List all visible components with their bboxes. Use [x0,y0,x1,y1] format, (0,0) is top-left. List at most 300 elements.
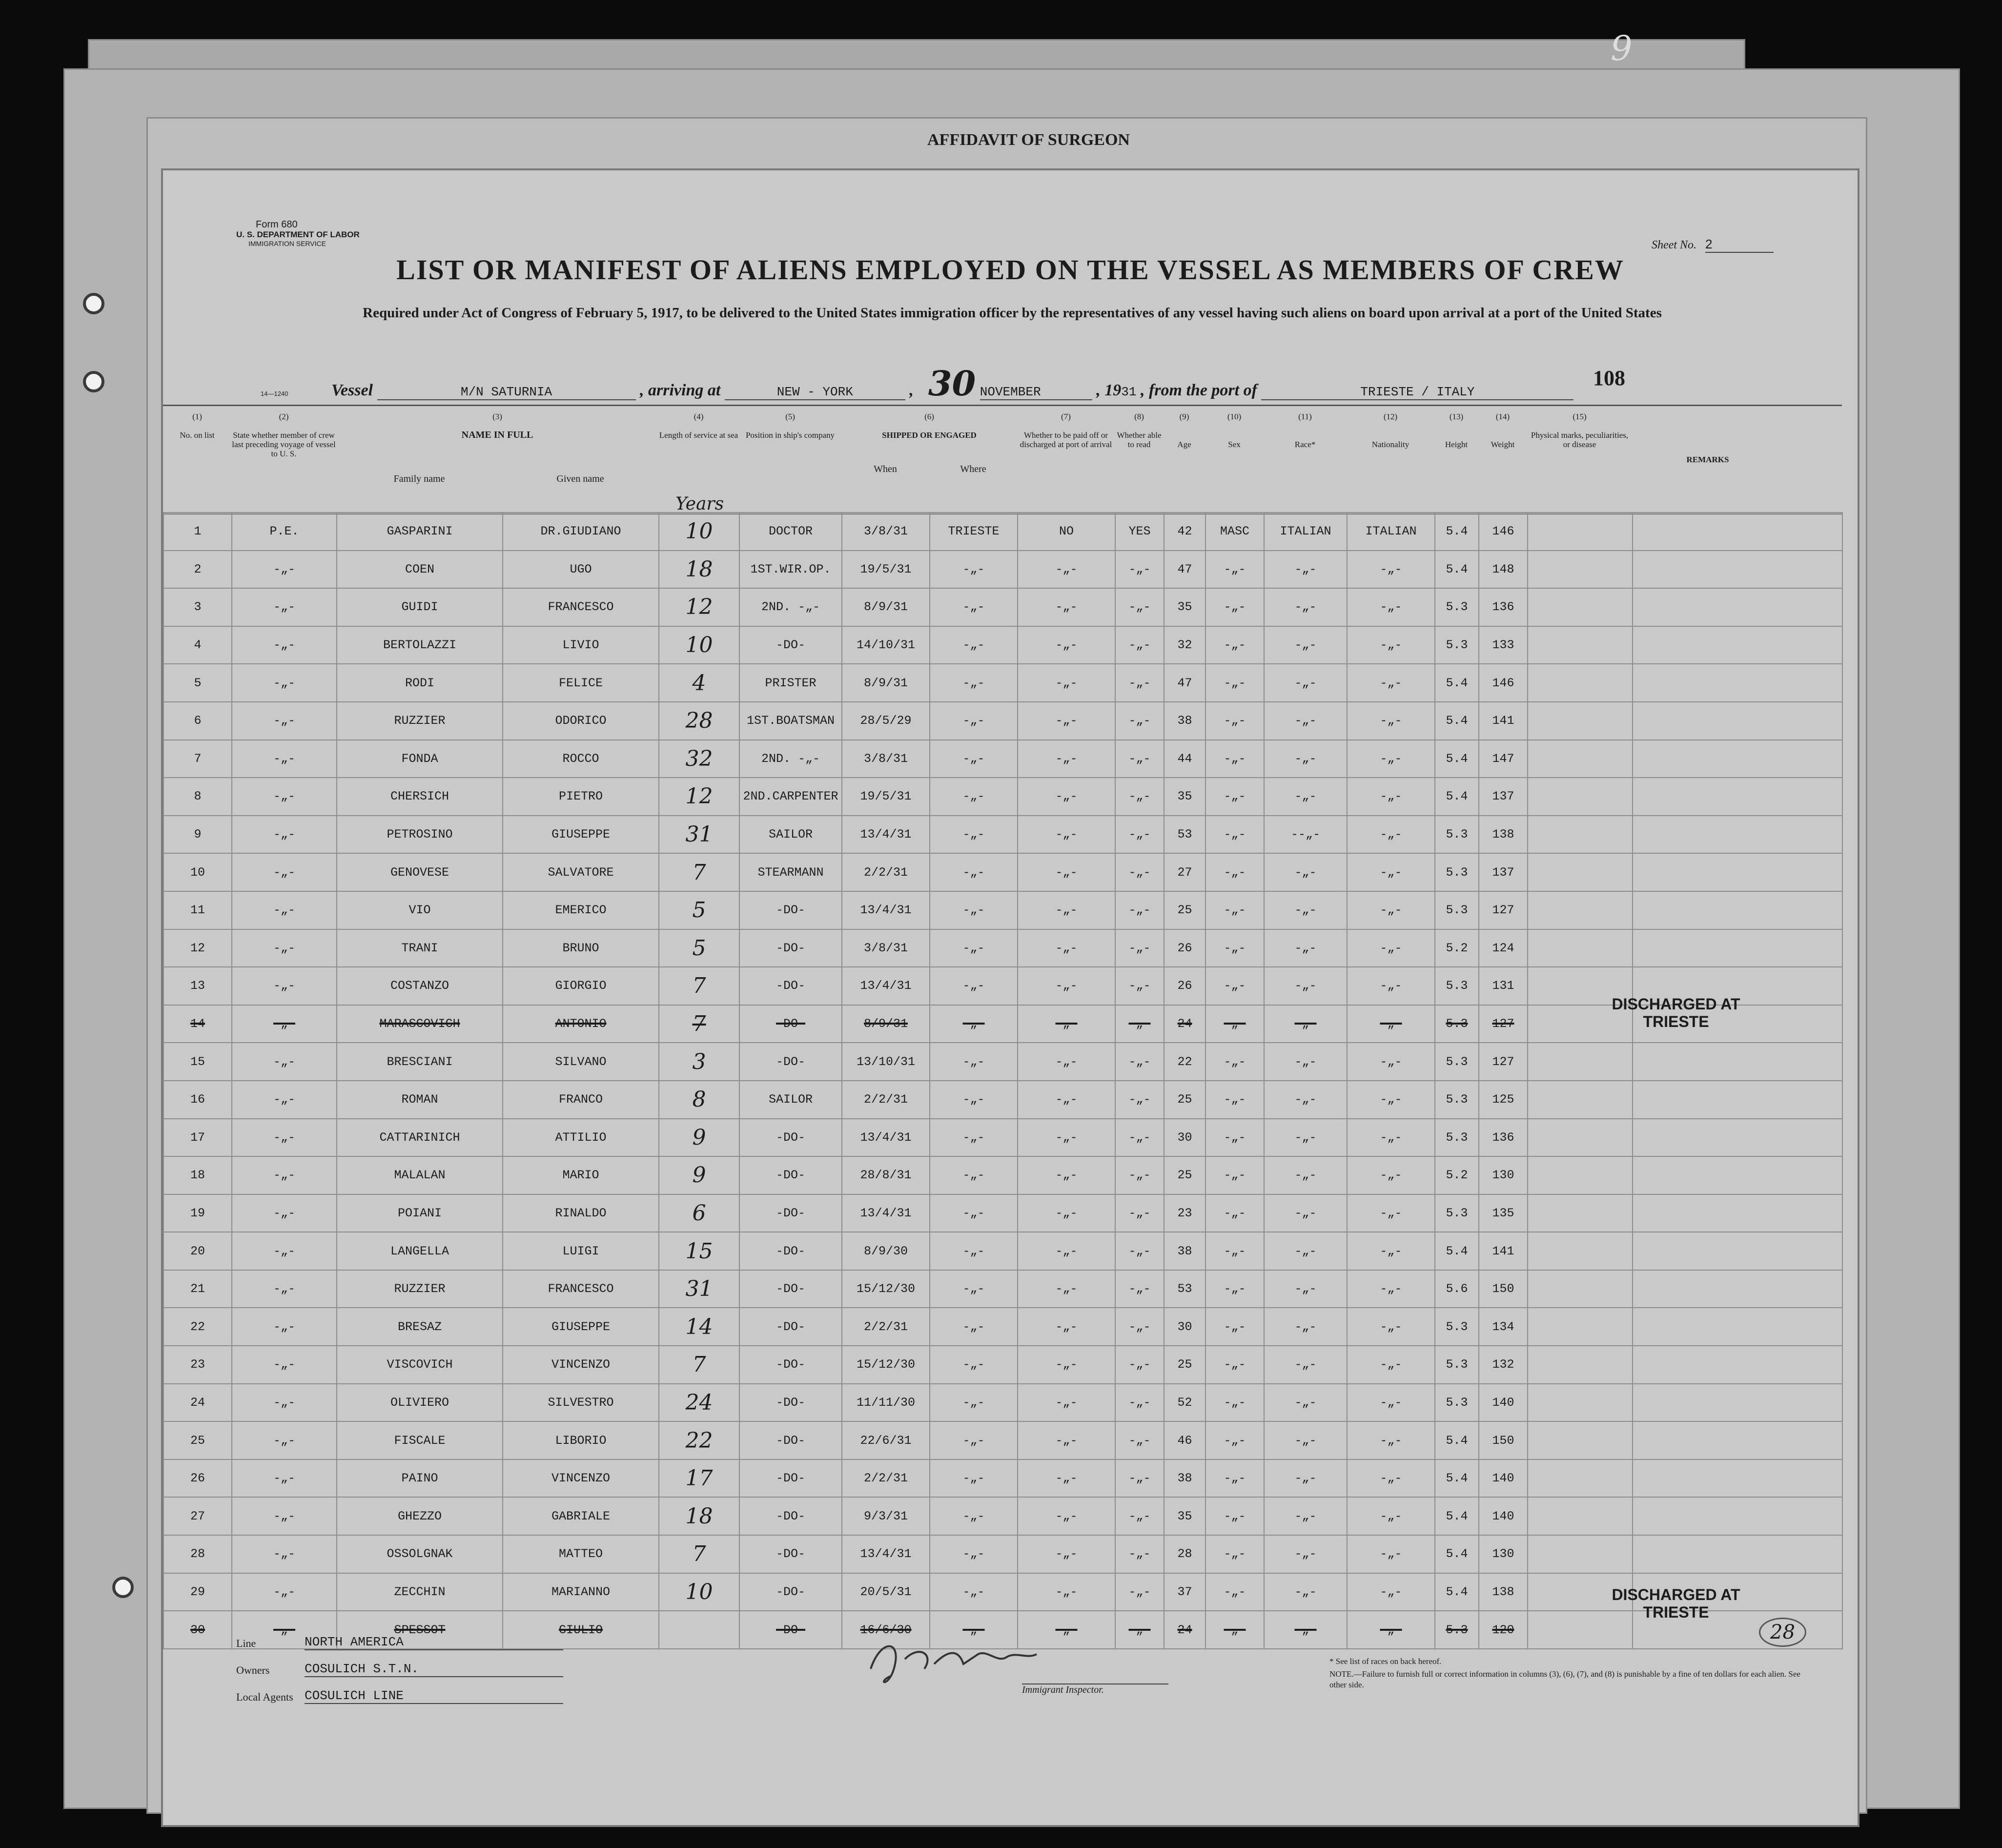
paid-off: -„- [1018,853,1115,891]
able-to-read: -„- [1115,1156,1164,1194]
shipped-when: 28/8/31 [842,1156,930,1194]
department: U. S. DEPARTMENT OF LABOR [236,230,360,239]
able-to-read: -„- [1115,929,1164,967]
row-number: 1 [163,513,232,551]
age: 26 [1164,967,1205,1005]
remarks [1633,551,1842,589]
age: 47 [1164,551,1205,589]
service-length: 9 [659,1156,739,1194]
height: 5.4 [1435,778,1479,816]
shipped-when: 9/3/31 [842,1497,930,1535]
weight: 150 [1479,1421,1528,1459]
shipped-when: 13/4/31 [842,967,930,1005]
weight: 127 [1479,1005,1528,1043]
able-to-read: -„- [1115,1194,1164,1232]
nationality: -„- [1347,929,1435,967]
row-number: 3 [163,588,232,626]
weight: 130 [1479,1156,1528,1194]
able-to-read: -„- [1115,551,1164,589]
weight: 125 [1479,1081,1528,1119]
sex: -„- [1205,853,1264,891]
nationality: -„- [1347,1270,1435,1308]
paid-off: NO [1018,513,1115,551]
physical-marks [1528,1043,1633,1081]
age: 42 [1164,513,1205,551]
crew-state: -„- [232,1535,337,1573]
crew-state: -„- [232,1270,337,1308]
race: -„- [1264,1459,1347,1498]
row-number: 8 [163,778,232,816]
service-length: 7 [659,1005,739,1043]
col-7-header: (7) Whether to be paid off or discharged at port of arrival [1020,412,1112,449]
height: 5.6 [1435,1270,1479,1308]
remarks [1633,513,1842,551]
position: -DO- [739,891,842,929]
remarks [1633,1194,1842,1232]
crew-row [163,891,1842,929]
service-length: 10 [659,1573,739,1611]
paid-off: -„- [1018,626,1115,664]
able-to-read: -„- [1115,1421,1164,1459]
row-number: 26 [163,1459,232,1498]
shipped-where: -„- [930,626,1018,664]
race: -„- [1264,1270,1347,1308]
family-name: OLIVIERO [337,1384,503,1422]
shipped-when: 20/5/31 [842,1573,930,1611]
shipped-when: 2/2/31 [842,1081,930,1119]
age: 25 [1164,1156,1205,1194]
able-to-read: -„- [1115,1308,1164,1346]
nationality: -„- [1347,1308,1435,1346]
nationality: -„- [1347,816,1435,854]
row-number: 21 [163,1270,232,1308]
nationality: -„- [1347,1119,1435,1157]
nationality: -„- [1347,1194,1435,1232]
service-length: 14 [659,1308,739,1346]
age: 38 [1164,702,1205,740]
shipped-where: -„- [930,1232,1018,1270]
shipped-when: 13/4/31 [842,1194,930,1232]
crew-row [163,1346,1842,1384]
shipped-when: 2/2/31 [842,1308,930,1346]
service-length: 15 [659,1232,739,1270]
height: 5.3 [1435,626,1479,664]
paid-off: -„- [1018,1156,1115,1194]
service-length: 6 [659,1194,739,1232]
row-number: 13 [163,967,232,1005]
nationality: -„- [1347,1421,1435,1459]
form-number: Form 680 [256,219,298,230]
paid-off: -„- [1018,929,1115,967]
given-name: FELICE [503,664,659,702]
col-10-header: (10) Sex [1227,412,1242,449]
race: ITALIAN [1264,513,1347,551]
crew-row [163,1232,1842,1270]
position: -DO- [739,1497,842,1535]
back-page-heading: AFFIDAVIT OF SURGEON [927,131,1130,149]
family-name: CATTARINICH [337,1119,503,1157]
height: 5.4 [1435,513,1479,551]
nationality: -„- [1347,1346,1435,1384]
position: -DO- [739,1421,842,1459]
row-number: 18 [163,1156,232,1194]
shipped-where: -„- [930,1194,1018,1232]
weight: 140 [1479,1497,1528,1535]
crew-state: -„- [232,891,337,929]
row-number: 19 [163,1194,232,1232]
shipped-where: -„- [930,1119,1018,1157]
paid-off: -„- [1018,967,1115,1005]
position: 1ST.BOATSMAN [739,702,842,740]
race: -„- [1264,1497,1347,1535]
shipped-where: -„- [930,1459,1018,1498]
shipped-when: 3/8/31 [842,929,930,967]
sex: -„- [1205,1346,1264,1384]
race: -„- [1264,891,1347,929]
service-length: 7 [659,1346,739,1384]
nationality: -„- [1347,1573,1435,1611]
shipped-when: 15/12/30 [842,1270,930,1308]
given-name: MATTEO [503,1535,659,1573]
able-to-read: -„- [1115,626,1164,664]
paid-off: -„- [1018,1573,1115,1611]
physical-marks [1528,1459,1633,1498]
height: 5.3 [1435,967,1479,1005]
family-name: COEN [337,551,503,589]
able-to-read: -„- [1115,891,1164,929]
nationality: -„- [1347,740,1435,778]
family-name: GASPARINI [337,513,503,551]
remarks [1633,1156,1842,1194]
service-length [659,1611,739,1649]
shipped-when: 8/9/31 [842,1005,930,1043]
physical-marks [1528,1497,1633,1535]
line-value: NORTH AMERICA [305,1635,563,1650]
race: -„- [1264,1194,1347,1232]
shipped-where: -„- [930,816,1018,854]
page-number: 108 [1593,366,1625,390]
physical-marks [1528,1156,1633,1194]
crew-table [163,512,1843,1649]
weight: 135 [1479,1194,1528,1232]
given-name: LIBORIO [503,1421,659,1459]
race: -„- [1264,740,1347,778]
service-length: 10 [659,626,739,664]
remarks [1633,702,1842,740]
crew-state: -„- [232,1194,337,1232]
shipped-when: 8/9/31 [842,588,930,626]
sex: -„- [1205,1043,1264,1081]
able-to-read: -„- [1115,1384,1164,1422]
sex: -„- [1205,1459,1264,1498]
weight: 148 [1479,551,1528,589]
service-length: 5 [659,891,739,929]
given-name: MARIO [503,1156,659,1194]
given-name: PIETRO [503,778,659,816]
age: 25 [1164,1081,1205,1119]
age: 32 [1164,626,1205,664]
sex: -„- [1205,1270,1264,1308]
crew-row [163,816,1842,854]
given-name: ODORICO [503,702,659,740]
crew-state: -„- [232,1005,337,1043]
when-header: When [874,464,897,474]
crew-row [163,740,1842,778]
row-number: 9 [163,816,232,854]
nationality: -„- [1347,1156,1435,1194]
service-length: 32 [659,740,739,778]
nationality: -„- [1347,1459,1435,1498]
shipped-where: -„- [930,1497,1018,1535]
row-number: 11 [163,891,232,929]
family-name: FISCALE [337,1421,503,1459]
nationality: -„- [1347,1611,1435,1649]
given-name: UGO [503,551,659,589]
remarks [1633,929,1842,967]
circled-mark: 28 [1759,1618,1806,1647]
weight: 140 [1479,1459,1528,1498]
physical-marks [1528,513,1633,551]
age: 30 [1164,1119,1205,1157]
remarks [1633,891,1842,929]
given-name: VINCENZO [503,1346,659,1384]
nationality: -„- [1347,853,1435,891]
race: -„- [1264,1573,1347,1611]
given-name: GIUSEPPE [503,1308,659,1346]
remarks [1633,1497,1842,1535]
col-11-header: (11) Race* [1294,412,1316,449]
paid-off: -„- [1018,1308,1115,1346]
row-number: 16 [163,1081,232,1119]
arrival-year: 31 [1121,385,1137,399]
race: -„- [1264,626,1347,664]
race: -„- [1264,1043,1347,1081]
row-number: 6 [163,702,232,740]
inspector-signature [861,1630,1066,1688]
line-label: Line [236,1637,256,1649]
given-name: LIVIO [503,626,659,664]
crew-row [163,853,1842,891]
shipped-where: -„- [930,1384,1018,1422]
position: DOCTOR [739,513,842,551]
age: 28 [1164,1535,1205,1573]
position: -DO- [739,1573,842,1611]
race: -„- [1264,1119,1347,1157]
arriving-label: , arriving at [640,381,721,399]
service-length: 3 [659,1043,739,1081]
sex: -„- [1205,588,1264,626]
paid-off: -„- [1018,664,1115,702]
physical-marks [1528,1270,1633,1308]
height: 5.3 [1435,1308,1479,1346]
weight: 140 [1479,1384,1528,1422]
sheet-label: Sheet No. [1652,239,1696,251]
crew-row [163,588,1842,626]
crew-state: -„- [232,1497,337,1535]
race: -„- [1264,1611,1347,1649]
nationality: -„- [1347,702,1435,740]
shipped-when: 11/11/30 [842,1384,930,1422]
where-header: Where [960,464,986,474]
family-name: COSTANZO [337,967,503,1005]
crew-row [163,1308,1842,1346]
given-name: FRANCESCO [503,588,659,626]
position: 2ND. -„- [739,740,842,778]
able-to-read: -„- [1115,1232,1164,1270]
sex: -„- [1205,1005,1264,1043]
given-name: MARIANNO [503,1573,659,1611]
family-name: SPESSOT [337,1611,503,1649]
nationality: -„- [1347,626,1435,664]
nationality: -„- [1347,664,1435,702]
weight: 131 [1479,967,1528,1005]
shipped-when: 14/10/31 [842,626,930,664]
given-name: SALVATORE [503,853,659,891]
crew-state: -„- [232,816,337,854]
age: 53 [1164,1270,1205,1308]
paid-off: -„- [1018,778,1115,816]
paid-off: -„- [1018,740,1115,778]
sex: -„- [1205,626,1264,664]
nationality: -„- [1347,967,1435,1005]
sex: -„- [1205,891,1264,929]
position: 1ST.WIR.OP. [739,551,842,589]
service-length: 22 [659,1421,739,1459]
able-to-read: -„- [1115,1270,1164,1308]
given-name: EMERICO [503,891,659,929]
paid-off: -„- [1018,1611,1115,1649]
weight: 132 [1479,1346,1528,1384]
age: 26 [1164,929,1205,967]
family-name: RUZZIER [337,1270,503,1308]
height: 5.4 [1435,1232,1479,1270]
race-note: * See list of races on back hereof. [1329,1657,1442,1666]
paid-off: -„- [1018,1119,1115,1157]
age: 53 [1164,816,1205,854]
shipped-where: -„- [930,1270,1018,1308]
row-number: 23 [163,1346,232,1384]
able-to-read: -„- [1115,778,1164,816]
paid-off: -„- [1018,1194,1115,1232]
corner-mark: 9 [1611,28,1633,68]
sex: -„- [1205,702,1264,740]
shipped-where: -„- [930,702,1018,740]
crew-state: -„- [232,664,337,702]
shipped-where: -„- [930,1346,1018,1384]
given-name: SILVESTRO [503,1384,659,1422]
shipped-where: -„- [930,1573,1018,1611]
family-name: CHERSICH [337,778,503,816]
age: 24 [1164,1005,1205,1043]
shipped-where: -„- [930,967,1018,1005]
nationality: -„- [1347,1384,1435,1422]
family-name: PETROSINO [337,816,503,854]
height: 5.4 [1435,1421,1479,1459]
height: 5.3 [1435,1119,1479,1157]
able-to-read: -„- [1115,1459,1164,1498]
shipped-when: 13/4/31 [842,816,930,854]
physical-marks [1528,929,1633,967]
race: -„- [1264,1156,1347,1194]
col-14-header: (14) Weight [1491,412,1515,449]
physical-marks [1528,551,1633,589]
crew-state: -„- [232,1156,337,1194]
crew-state: -„- [232,551,337,589]
height: 5.3 [1435,853,1479,891]
position: -DO- [739,1156,842,1194]
crew-row [163,778,1842,816]
service-length: 24 [659,1384,739,1422]
row-number: 10 [163,853,232,891]
vessel-line: Vessel M/N SATURNIA , arriving at NEW - YORK , 30 NOVEMBER , 1931 , from the port of TRIESTE / ITALY [331,363,1573,404]
crew-state: -„- [232,1308,337,1346]
height: 5.3 [1435,1081,1479,1119]
sex: MASC [1205,513,1264,551]
shipped-where: -„- [930,664,1018,702]
sex: -„- [1205,1497,1264,1535]
physical-marks [1528,626,1633,664]
row-number: 4 [163,626,232,664]
weight: 130 [1479,1535,1528,1573]
service-length: 4 [659,664,739,702]
paid-off: -„- [1018,551,1115,589]
age: 22 [1164,1043,1205,1081]
position: SAILOR [739,816,842,854]
given-name: FRANCESCO [503,1270,659,1308]
family-name: BRESCIANI [337,1043,503,1081]
crew-row [163,513,1842,551]
col-12-header: (12) Nationality [1371,412,1410,449]
weight: 127 [1479,891,1528,929]
crew-row [163,551,1842,589]
remarks [1633,1043,1842,1081]
family-name: LANGELLA [337,1232,503,1270]
shipped-where: -„- [930,1043,1018,1081]
crew-row [163,1270,1842,1308]
given-name: LUIGI [503,1232,659,1270]
crew-state: -„- [232,1232,337,1270]
years-note: Years [675,494,724,514]
sex: -„- [1205,816,1264,854]
able-to-read: -„- [1115,1081,1164,1119]
remarks [1633,778,1842,816]
service-length: 31 [659,1270,739,1308]
shipped-where: -„- [930,778,1018,816]
service-length: 7 [659,853,739,891]
race: -„- [1264,1384,1347,1422]
height: 5.3 [1435,588,1479,626]
able-to-read: -„- [1115,588,1164,626]
paid-off: -„- [1018,1081,1115,1119]
able-to-read: -„- [1115,1573,1164,1611]
physical-marks [1528,1308,1633,1346]
position: 2ND. -„- [739,588,842,626]
remarks [1633,1232,1842,1270]
position: 2ND.CARPENTER [739,778,842,816]
shipped-where: -„- [930,1611,1018,1649]
sex: -„- [1205,1573,1264,1611]
able-to-read: -„- [1115,1005,1164,1043]
able-to-read: -„- [1115,1119,1164,1157]
shipped-where: -„- [930,929,1018,967]
crew-row [163,1497,1842,1535]
remarks [1633,1346,1842,1384]
height: 5.4 [1435,702,1479,740]
service-length: 12 [659,778,739,816]
row-number: 27 [163,1497,232,1535]
family-name: ROMAN [337,1081,503,1119]
crew-state: -„- [232,1459,337,1498]
